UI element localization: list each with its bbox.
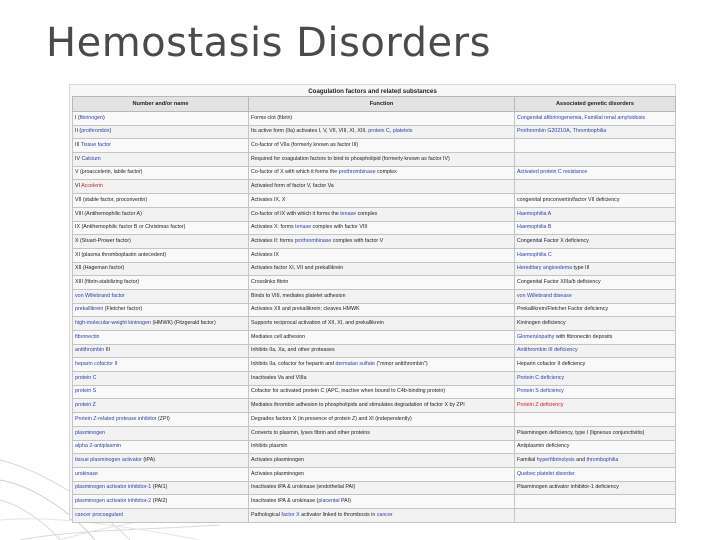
coagulation-table-panel xyxy=(69,84,676,520)
name-cell xyxy=(73,221,249,235)
disorder-cell xyxy=(515,399,676,413)
name-cell xyxy=(73,344,249,358)
cell-text: ) xyxy=(102,114,105,121)
wiki-link[interactable]: cancer xyxy=(376,511,393,518)
cell-text: Converts to plasmin, lyses fibrin and other proteins xyxy=(251,429,370,436)
function-cell xyxy=(249,112,515,126)
table-row xyxy=(73,303,676,317)
function-cell xyxy=(249,385,515,399)
wiki-link[interactable]: placental xyxy=(318,497,340,504)
cell-text: (ZPI) xyxy=(156,415,170,422)
cell-text: Heparin cofactor II deficiency xyxy=(517,361,586,368)
cell-text: III xyxy=(104,347,111,354)
cell-text: (PAI2) xyxy=(151,497,168,504)
cell-text: congenital proconvertin/factor VII deficiency xyxy=(517,196,620,203)
table-row xyxy=(73,385,676,399)
cell-text: Activates II: forms xyxy=(251,237,295,244)
cell-text: complex xyxy=(356,210,378,217)
wiki-link[interactable]: protein C xyxy=(75,374,97,381)
name-cell xyxy=(73,112,249,126)
wiki-link[interactable]: tissue plasminogen activator xyxy=(75,456,142,463)
function-cell xyxy=(249,303,515,317)
disorder-cell xyxy=(515,194,676,208)
name-cell xyxy=(73,317,249,331)
cell-text: VII (stable factor, proconvertin) xyxy=(75,196,148,203)
wiki-link[interactable]: high-molecular-weight kininogen xyxy=(75,320,151,326)
name-cell xyxy=(73,358,249,372)
wiki-link[interactable]: hyperfibrinolysis xyxy=(536,456,575,463)
function-cell xyxy=(249,221,515,235)
cell-text: Kininogen deficiency xyxy=(517,320,566,326)
table-row xyxy=(73,508,676,522)
cell-text: Cofactor for activated protein C (APC, inactive when bound to C4b-binding protein) xyxy=(251,388,446,395)
disorder-cell xyxy=(515,112,676,126)
table-row xyxy=(73,194,676,208)
function-cell xyxy=(249,454,515,468)
function-cell xyxy=(249,180,515,194)
wiki-link[interactable]: antithrombin xyxy=(75,347,105,354)
wiki-link[interactable]: Thrombophilia xyxy=(572,128,607,135)
table-body xyxy=(73,112,676,523)
wiki-link[interactable]: prothrombinase xyxy=(294,237,332,244)
cell-text: Binds to VIII, mediates platelet adhesion xyxy=(251,292,346,299)
function-cell xyxy=(249,508,515,522)
wiki-link[interactable]: Congenital afibrinogenemia, Familial renal amyloidosis xyxy=(517,114,646,121)
cell-text: Forms clot (fibrin) xyxy=(251,114,293,121)
function-cell xyxy=(249,440,515,454)
name-cell xyxy=(73,495,249,509)
name-cell xyxy=(73,262,249,276)
cell-text: Co-factor of IX with which it forms the xyxy=(251,210,341,217)
function-cell xyxy=(249,235,515,249)
cell-text: ("minor antithrombin") xyxy=(374,361,428,368)
cell-text: Plasminogen deficiency, type I (ligneous conjunctivitis) xyxy=(517,429,645,436)
disorder-cell xyxy=(515,358,676,372)
name-cell xyxy=(73,289,249,303)
cell-text: Activates IX, X xyxy=(251,196,286,203)
function-cell xyxy=(249,413,515,427)
wiki-link[interactable]: cancer procoagulant xyxy=(75,511,123,518)
table-row xyxy=(73,426,676,440)
wiki-link[interactable]: Glomerulopathy xyxy=(517,333,555,340)
wiki-link[interactable]: Haemophilia A xyxy=(517,210,552,217)
disorder-cell xyxy=(515,385,676,399)
disorder-cell xyxy=(515,235,676,249)
table-row xyxy=(73,125,676,139)
disorder-cell xyxy=(515,481,676,495)
wiki-link[interactable]: heparin cofactor II xyxy=(75,361,118,368)
table-row xyxy=(73,454,676,468)
missing-link[interactable]: Accelerin xyxy=(81,183,103,190)
cell-text: , xyxy=(569,128,573,135)
wiki-link[interactable]: von Willebrand factor xyxy=(75,292,125,299)
disorder-cell xyxy=(515,221,676,235)
disorder-cell xyxy=(515,303,676,317)
disorder-cell xyxy=(515,467,676,481)
disorder-cell xyxy=(515,372,676,386)
wiki-link[interactable]: alpha 2-antiplasmin xyxy=(75,443,121,450)
wiki-link[interactable]: von Willebrand disease xyxy=(517,292,572,299)
cell-text: II ( xyxy=(75,128,82,135)
wiki-link[interactable]: dermatan sulfate xyxy=(335,361,375,368)
wiki-link[interactable]: protein Z xyxy=(75,402,96,409)
cell-text: V (proaccelerin, labile factor) xyxy=(75,169,143,176)
wiki-link[interactable]: Protein Z-related protease inhibitor xyxy=(75,415,157,422)
disorder-cell xyxy=(515,426,676,440)
cell-text: and xyxy=(574,456,587,463)
table-row xyxy=(73,331,676,345)
wiki-link[interactable]: Hereditary angioedema xyxy=(517,265,573,272)
name-cell xyxy=(73,276,249,290)
cell-text: XII (Hageman factor) xyxy=(75,265,125,272)
missing-link[interactable]: Protein Z deficiency xyxy=(517,402,564,409)
table-row xyxy=(73,262,676,276)
function-cell xyxy=(249,166,515,180)
column-header-name: Number and/or name xyxy=(73,97,249,112)
name-cell xyxy=(73,440,249,454)
disorder-cell xyxy=(515,166,676,180)
cell-text: XIII (fibrin-stabilizing factor) xyxy=(75,278,140,285)
table-row xyxy=(73,495,676,509)
wiki-link[interactable]: Protein S deficiency xyxy=(517,388,564,395)
cell-text: Supports reciprocal activation of XII, XI, and prekallikrein xyxy=(251,320,384,326)
function-cell xyxy=(249,358,515,372)
wiki-link[interactable]: urokinase xyxy=(75,470,98,477)
wiki-link[interactable]: tenase xyxy=(340,210,357,217)
table-row xyxy=(73,344,676,358)
cell-text: PAI) xyxy=(339,497,351,504)
function-cell xyxy=(249,194,515,208)
cell-text: Congenital Factor XIIIa/b deficiency xyxy=(517,278,601,285)
cell-text: type III xyxy=(572,265,590,272)
table-row xyxy=(73,207,676,221)
cell-text: Activates factor XI, VII and prekallikrein xyxy=(251,265,344,272)
disorder-cell xyxy=(515,413,676,427)
name-cell xyxy=(73,194,249,208)
cell-text: III xyxy=(75,142,81,149)
wiki-link[interactable]: Tissue factor xyxy=(80,142,111,149)
disorder-cell xyxy=(515,153,676,167)
wiki-link[interactable]: plasminogen activator inhibitor-2 xyxy=(75,497,152,504)
cell-text: X (Stuart-Prower factor) xyxy=(75,237,131,244)
name-cell xyxy=(73,166,249,180)
wiki-link[interactable]: Calcium xyxy=(81,155,101,162)
name-cell xyxy=(73,426,249,440)
wiki-link[interactable]: fibrinogen xyxy=(79,114,103,121)
table-header-row xyxy=(73,97,676,112)
cell-text: Prekallikrein/Fletcher Factor deficiency xyxy=(517,306,608,313)
function-cell xyxy=(249,467,515,481)
cell-text: Activates XII and prekallikrein; cleaves HMWK xyxy=(251,306,360,313)
cell-text: Activated form of factor V, factor Va xyxy=(251,183,334,190)
cell-text: Inhibits IIa, Xa, and other proteases xyxy=(251,347,335,354)
disorder-cell xyxy=(515,508,676,522)
name-cell xyxy=(73,508,249,522)
cell-text: Co-factor of X with which it forms the xyxy=(251,169,339,176)
function-cell xyxy=(249,495,515,509)
cell-text: , xyxy=(389,128,393,135)
wiki-link[interactable]: Prothrombin G20210A xyxy=(517,128,570,135)
cell-text: Pathological xyxy=(251,511,282,518)
column-header-function: Function xyxy=(249,97,515,112)
table-row xyxy=(73,276,676,290)
table-row xyxy=(73,289,676,303)
table-row xyxy=(73,235,676,249)
disorder-cell xyxy=(515,262,676,276)
function-cell xyxy=(249,125,515,139)
name-cell xyxy=(73,153,249,167)
disorder-cell xyxy=(515,495,676,509)
wiki-link[interactable]: prekallikrein xyxy=(75,306,104,313)
table-caption: Coagulation factors and related substances xyxy=(308,88,437,95)
disorder-cell xyxy=(515,248,676,262)
function-cell xyxy=(249,331,515,345)
wiki-link[interactable]: Haemophilia B xyxy=(517,224,552,231)
table-row xyxy=(73,221,676,235)
cell-text: (Fletcher factor) xyxy=(103,306,143,313)
wiki-link[interactable]: Antithrombin III deficiency xyxy=(517,347,578,354)
table-row xyxy=(73,467,676,481)
disorder-cell xyxy=(515,454,676,468)
disorder-cell xyxy=(515,331,676,345)
table-row xyxy=(73,166,676,180)
table-row xyxy=(73,317,676,331)
function-cell xyxy=(249,153,515,167)
cell-text: complex with factor VIII xyxy=(311,224,368,231)
cell-text: Inhibits plasmin xyxy=(251,443,288,450)
wiki-link[interactable]: protein C xyxy=(368,128,390,135)
disorder-cell xyxy=(515,276,676,290)
wiki-link[interactable]: plasminogen xyxy=(75,429,106,436)
wiki-link[interactable]: thrombophilia xyxy=(586,456,619,463)
function-cell xyxy=(249,276,515,290)
function-cell xyxy=(249,399,515,413)
disorder-cell xyxy=(515,289,676,303)
function-cell xyxy=(249,262,515,276)
name-cell xyxy=(73,248,249,262)
cell-text: (tPA) xyxy=(141,456,155,463)
name-cell xyxy=(73,180,249,194)
disorder-cell xyxy=(515,344,676,358)
cell-text: Co-factor of VIIa (formerly known as factor III) xyxy=(251,142,359,149)
cell-text: ) xyxy=(109,128,112,135)
cell-text: complex xyxy=(375,169,397,176)
name-cell xyxy=(73,372,249,386)
wiki-link[interactable]: tenase xyxy=(295,224,312,231)
name-cell xyxy=(73,467,249,481)
column-header-disorders: Associated genetic disorders xyxy=(515,97,676,112)
cell-text: Activates plasminogen xyxy=(251,470,304,477)
function-cell xyxy=(249,207,515,221)
name-cell xyxy=(73,303,249,317)
wiki-link[interactable]: fibronectin xyxy=(75,333,100,340)
cell-text: Congenital Factor X deficiency xyxy=(517,237,589,244)
table-row xyxy=(73,112,676,126)
table-row xyxy=(73,153,676,167)
wiki-link[interactable]: Haemophilia C xyxy=(517,251,552,258)
function-cell xyxy=(249,317,515,331)
cell-text: Inhibits IIa, cofactor for heparin and xyxy=(251,361,336,368)
wiki-link[interactable]: Quebec platelet disorder xyxy=(517,470,575,477)
wiki-link[interactable]: platelets xyxy=(392,128,413,135)
wiki-link[interactable]: prothrombinase xyxy=(338,169,376,176)
coagulation-factors-table xyxy=(72,96,676,523)
disorder-cell xyxy=(515,125,676,139)
disorder-cell xyxy=(515,139,676,153)
slide-title: Hemostasis Disorders xyxy=(46,20,491,66)
table-row xyxy=(73,413,676,427)
table-row xyxy=(73,399,676,413)
cell-text: Antiplasmin deficiency xyxy=(517,443,570,450)
table-row xyxy=(73,372,676,386)
cell-text: IX (Antihemophilic factor B or Christmas factor) xyxy=(75,224,186,231)
wiki-link[interactable]: Protein C deficiency xyxy=(517,374,565,381)
name-cell xyxy=(73,207,249,221)
function-cell xyxy=(249,289,515,303)
cell-text: Degrades factors X (in presence of protein Z) and XI (independently) xyxy=(251,415,412,422)
function-cell xyxy=(249,372,515,386)
cell-text: IV xyxy=(75,155,82,162)
cell-text: Crosslinks fibrin xyxy=(251,278,289,285)
wiki-link[interactable]: plasminogen activator inhibitor-1 xyxy=(75,484,152,491)
function-cell xyxy=(249,139,515,153)
cell-text: Inactivates tPA & urokinase (endothelial PAI) xyxy=(251,484,356,491)
cell-text: Mediates thrombin adhesion to phospholipids and stimulates degradation of factor X by ZPI xyxy=(251,402,465,409)
table-row xyxy=(73,248,676,262)
cell-text: Activates plasminogen xyxy=(251,456,304,463)
cell-text: complex with factor V xyxy=(331,237,384,244)
function-cell xyxy=(249,344,515,358)
cell-text: Required for coagulation factors to bind to phospholipid (formerly known as factor IV) xyxy=(251,155,450,162)
cell-text: Inactivates tPA & urokinase ( xyxy=(251,497,319,504)
name-cell xyxy=(73,385,249,399)
name-cell xyxy=(73,481,249,495)
name-cell xyxy=(73,399,249,413)
disorder-cell xyxy=(515,317,676,331)
disorder-cell xyxy=(515,440,676,454)
function-cell xyxy=(249,481,515,495)
cell-text: Plasminogen activator inhibitor-1 deficiency xyxy=(517,484,619,491)
cell-text: Mediates cell adhesion xyxy=(251,333,305,340)
cell-text: Activates X: forms xyxy=(251,224,296,231)
name-cell xyxy=(73,454,249,468)
cell-text: Inactivates Va and VIIIa xyxy=(251,374,307,381)
cell-text: VIII (Antihemophilic factor A) xyxy=(75,210,142,217)
table-row xyxy=(73,180,676,194)
wiki-link[interactable]: prothrombin xyxy=(81,128,110,135)
disorder-cell xyxy=(515,180,676,194)
wiki-link[interactable]: factor X xyxy=(281,511,300,518)
function-cell xyxy=(249,426,515,440)
table-row xyxy=(73,481,676,495)
cell-text: I ( xyxy=(75,114,80,121)
cell-text: activator linked to thrombosis in xyxy=(299,511,377,518)
name-cell xyxy=(73,139,249,153)
name-cell xyxy=(73,413,249,427)
cell-text: with fibronectin deposits xyxy=(554,333,613,340)
cell-text: Activates IX xyxy=(251,251,279,258)
wiki-link[interactable]: protein S xyxy=(75,388,97,395)
cell-text: VI xyxy=(75,183,82,190)
cell-text: XI (plasma thromboplastin antecedent) xyxy=(75,251,166,258)
cell-text: Familial xyxy=(517,456,537,463)
name-cell xyxy=(73,331,249,345)
wiki-link[interactable]: Activated protein C resistance xyxy=(517,169,588,176)
cell-text: (PAI1) xyxy=(151,484,168,491)
table-row xyxy=(73,358,676,372)
name-cell xyxy=(73,235,249,249)
cell-text: Its active form (IIa) activates I, V, VII, VIII, XI, XIII, xyxy=(251,128,369,135)
name-cell xyxy=(73,125,249,139)
function-cell xyxy=(249,248,515,262)
table-row xyxy=(73,440,676,454)
table-row xyxy=(73,139,676,153)
cell-text: (HMWK) (Fitzgerald factor) xyxy=(150,320,216,326)
disorder-cell xyxy=(515,207,676,221)
